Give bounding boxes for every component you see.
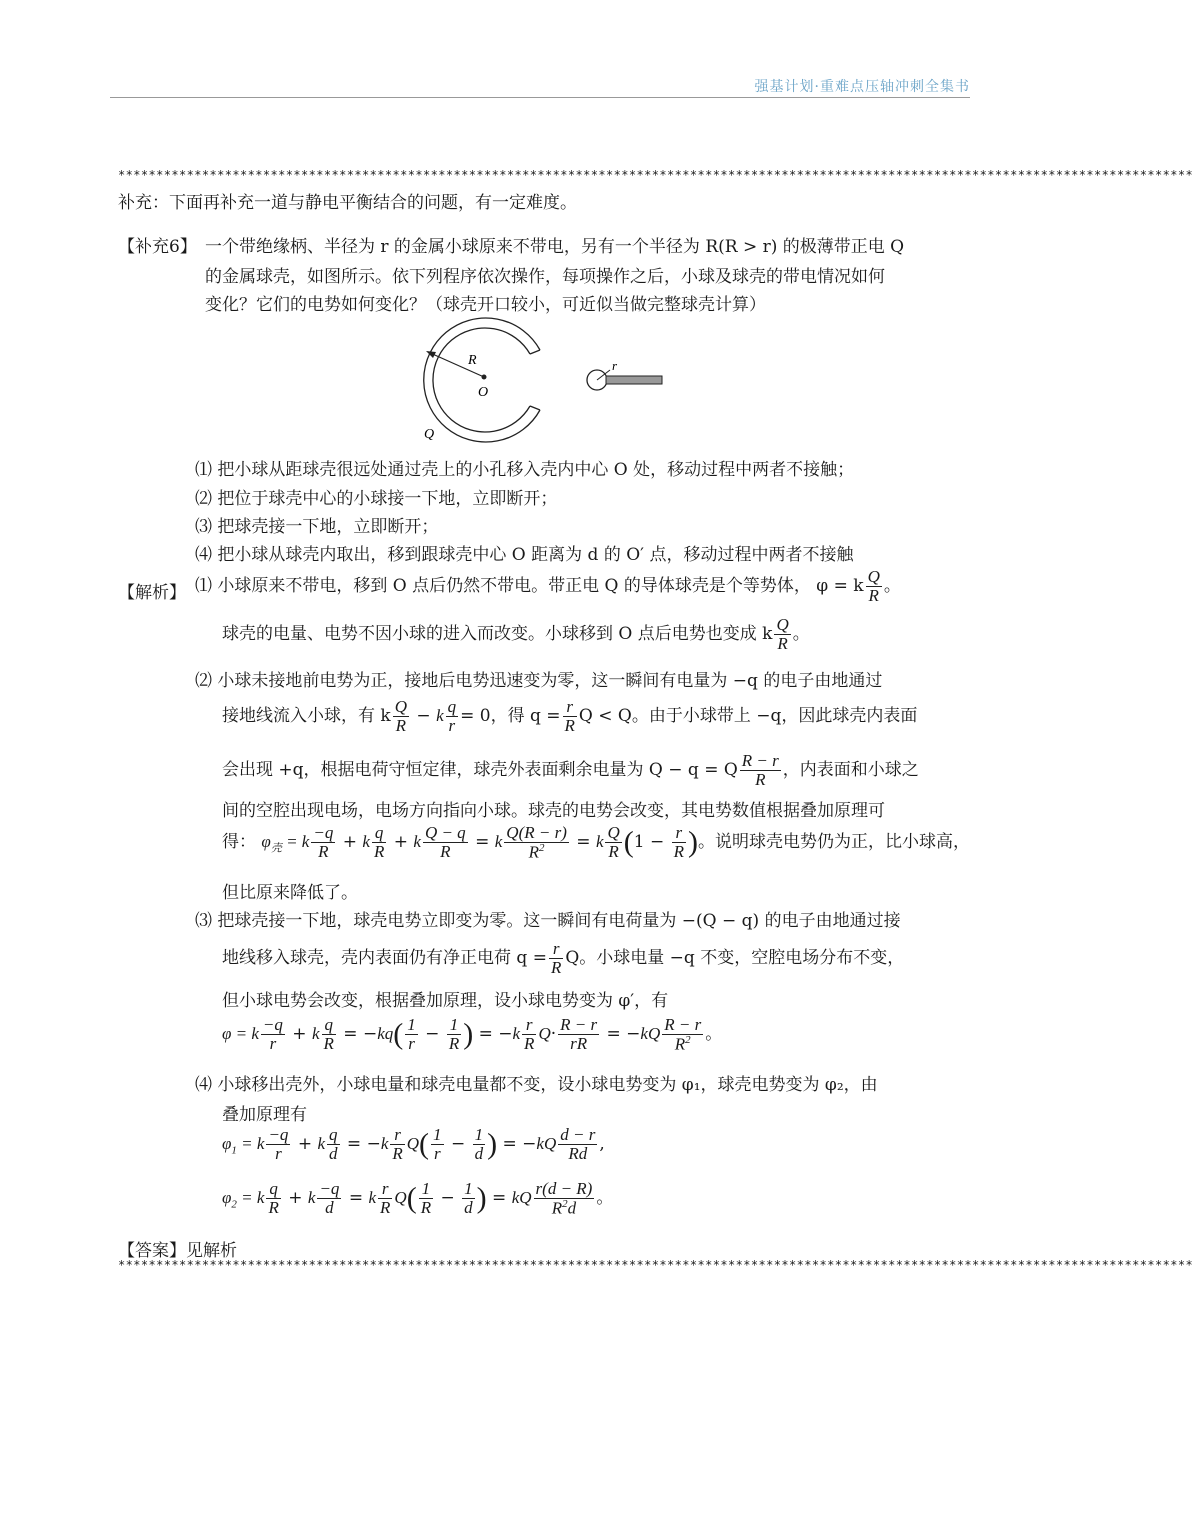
insulating-handle [606,376,662,384]
problem-line-2: 的金属球壳，如图所示。依下列程序依次操作，每项操作之后，小球及球壳的带电情况如何 [205,267,885,287]
solution-2b: 接地线流入小球，有 k $\frac{Q}{R}$ − k $\frac{q}{r}$ = 0，得 q = $\frac{r}{R}$ Q < Q。由于小球带上 −q，因此球壳内表面 [222,697,918,735]
solution-4-equation-1: $\varphi_1 = k$ $\frac{-q}{r}$ + k $\frac{q}{d}$ = −k $\frac{r}{R}$ Q( $\frac{1}{r}$ − $\frac{1}{d}$ ) = −kQ $\frac{d - r}{Rd}$ , [222,1125,605,1163]
answer-text: 见解析 [186,1241,237,1261]
label-O: O [478,385,489,400]
figure-shell-and-ball [400,310,680,450]
header-divider [110,97,970,98]
solution-tag: 【解析】 [118,583,186,603]
label-R: R [468,353,477,368]
spherical-shell [424,318,540,442]
answer-tag: 【答案】 [118,1241,186,1261]
solution-4b: 叠加原理有 [222,1105,307,1125]
solution-2f: 但比原来降低了。 [222,883,358,903]
solution-2e: 得： $\varphi_壳 = k$ $\frac{-q}{R}$ + k $\frac{q}{R}$ + k $\frac{Q - q}{R}$ = k $\frac{Q(R - r)}{R^2}$ = k $\frac{Q}{R}$ (1 − $\frac{r}{R}$ )。说明球壳电势仍为正，比小球高， [222,823,971,862]
solution-4a: ⑷ 小球移出壳外，小球电量和球壳电量都不变，设小球电势变为 φ₁，球壳电势变为 φ₂，由 [195,1075,878,1095]
step-2: ⑵ 把位于球壳中心的小球接一下地，立即断开； [195,489,558,509]
solution-3-equation: φ = k $\frac{-q}{r}$ + k $\frac{q}{R}$ = −kq( $\frac{1}{r}$ − $\frac{1}{R}$ ) = −k $\frac{r}{R}$ Q· $\frac{R - r}{rR}$ = −kQ $\frac{R - r}{R^2}$ 。 [222,1015,723,1054]
star-divider-top: ********************************************************************************************************************************************* [118,168,1193,182]
label-r: r [612,358,618,373]
step-1: ⑴ 把小球从距球壳很远处通过壳上的小孔移入壳内中心 O 处，移动过程中两者不接触； [195,460,855,480]
solution-3b: 地线移入球壳，壳内表面仍有净正电荷 q = $\frac{r}{R}$ Q。小球电量 −q 不变，空腔电场分布不变， [222,939,905,977]
solution-2c: 会出现 +q，根据电荷守恒定律，球壳外表面剩余电量为 Q − q = Q $\frac{R - r}{R}$ ，内表面和小球之 [222,751,919,789]
problem-line-3: 变化？它们的电势如何变化？（球壳开口较小，可近似当做完整球壳计算） [205,295,766,315]
problem-tag: 【补充6】 [118,237,197,257]
solution-1a: ⑴ 小球原来不带电，移到 O 点后仍然不带电。带正电 Q 的导体球壳是个等势体， φ = k $\frac{Q}{R}$ 。 [195,567,901,605]
solution-2d: 间的空腔出现电场，电场方向指向小球。球壳的电势会改变，其电势数值根据叠加原理可 [222,801,885,821]
problem-line-1: 一个带绝缘柄、半径为 r 的金属小球原来不带电，另有一个半径为 R(R > r) 的极薄带正电 Q [205,237,905,257]
solution-3c: 但小球电势会改变，根据叠加原理，设小球电势变为 φ′，有 [222,991,669,1011]
step-4: ⑷ 把小球从球壳内取出，移到跟球壳中心 O 距离为 d 的 O′ 点，移动过程中两者不接触 [195,545,854,565]
intro-text: 补充：下面再补充一道与静电平衡结合的问题，有一定难度。 [118,193,577,213]
running-header: 强基计划·重难点压轴冲刺全集书 [754,79,970,95]
label-Q: Q [424,427,435,442]
solution-4-equation-2: $\varphi_2 = k$ $\frac{q}{R}$ + k $\frac{-q}{d}$ = k $\frac{r}{R}$ Q( $\frac{1}{R}$ − $\frac{1}{d}$ ) = kQ $\frac{r(d - R)}{R^2d}$ 。 [222,1179,614,1218]
star-divider-bottom: ********************************************************************************************************************************************* [118,1258,1193,1272]
step-3: ⑶ 把球壳接一下地，立即断开； [195,517,439,537]
solution-1b: 球壳的电量、电势不因小球的进入而改变。小球移到 O 点后电势也变成 k $\frac{Q}{R}$ 。 [222,615,810,653]
solution-3a: ⑶ 把球壳接一下地，球壳电势立即变为零。这一瞬间有电荷量为 −(Q − q) 的电子由地通过接 [195,911,901,931]
solution-2a: ⑵ 小球未接地前电势为正，接地后电势迅速变为零，这一瞬间有电量为 −q 的电子由地通过 [195,671,883,691]
